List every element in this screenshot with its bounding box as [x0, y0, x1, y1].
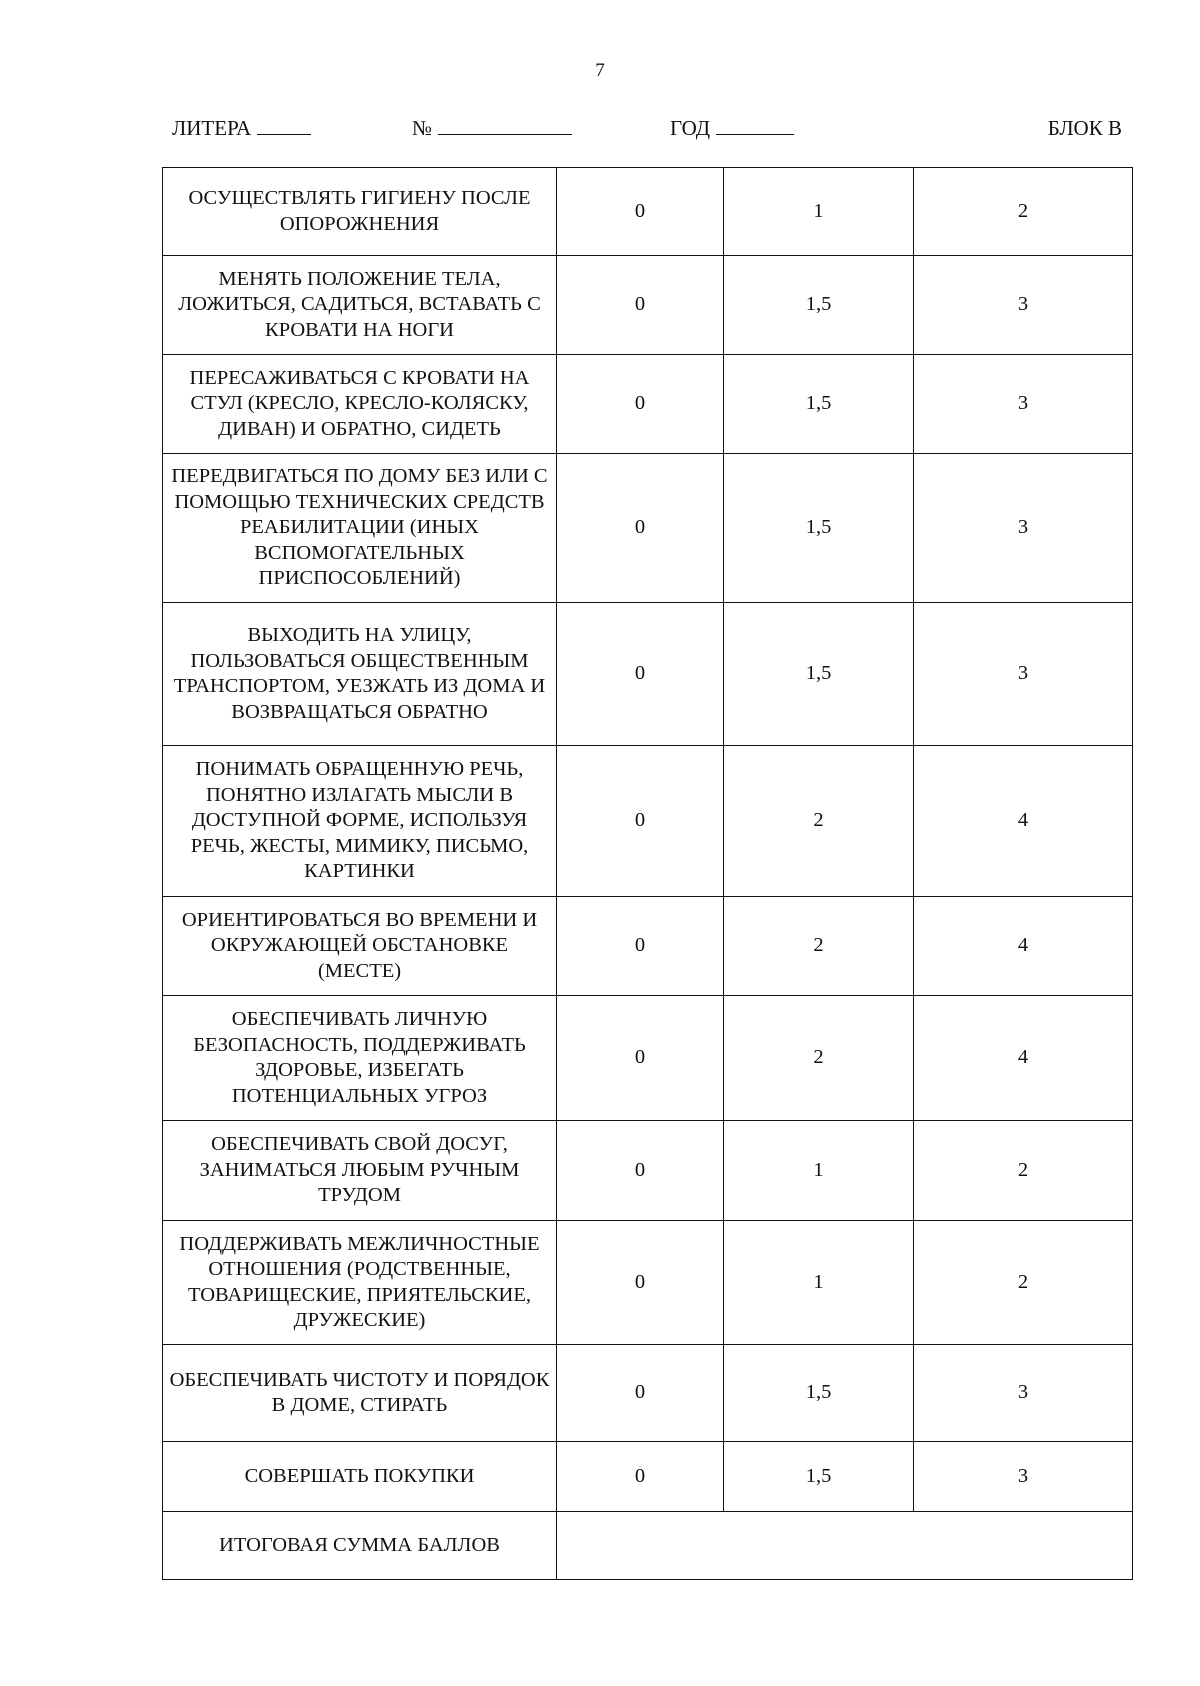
- litera-field: [172, 116, 311, 141]
- activity-cell: ПЕРЕДВИГАТЬСЯ ПО ДОМУ БЕЗ ИЛИ С ПОМОЩЬЮ ТЕХНИЧЕСКИХ СРЕДСТВ РЕАБИЛИТАЦИИ (ИНЫХ ВСПОМОГАТЕЛЬНЫХ ПРИСПОСОБЛЕНИЙ): [163, 454, 557, 603]
- number-blank[interactable]: [438, 116, 572, 135]
- page-number: 7: [595, 60, 605, 81]
- year-field: [670, 116, 794, 141]
- score-cell[interactable]: 1,5: [724, 1345, 914, 1442]
- score-cell[interactable]: 0: [557, 1442, 724, 1512]
- assessment-table: [162, 167, 1133, 1580]
- block-label: БЛОК В: [1047, 116, 1122, 140]
- score-cell[interactable]: 3: [914, 1345, 1133, 1442]
- table-row: [163, 603, 1133, 746]
- activity-cell: ПЕРЕСАЖИВАТЬСЯ С КРОВАТИ НА СТУЛ (КРЕСЛО, КРЕСЛО-КОЛЯСКУ, ДИВАН) И ОБРАТНО, СИДЕТЬ: [163, 355, 557, 454]
- score-cell[interactable]: 0: [557, 256, 724, 355]
- year-blank[interactable]: [716, 116, 794, 135]
- table-row: [163, 355, 1133, 454]
- total-row: [163, 1512, 1133, 1580]
- score-cell[interactable]: 1,5: [724, 256, 914, 355]
- score-cell[interactable]: 2: [724, 996, 914, 1121]
- year-label: ГОД: [670, 116, 711, 140]
- score-cell[interactable]: 4: [914, 897, 1133, 996]
- table-row: [163, 1221, 1133, 1345]
- score-cell[interactable]: 0: [557, 454, 724, 603]
- score-cell[interactable]: 0: [557, 168, 724, 256]
- score-cell[interactable]: 2: [724, 897, 914, 996]
- activity-cell: ОРИЕНТИРОВАТЬСЯ ВО ВРЕМЕНИ И ОКРУЖАЮЩЕЙ ОБСТАНОВКЕ (МЕСТЕ): [163, 897, 557, 996]
- score-cell[interactable]: 0: [557, 1345, 724, 1442]
- table-row: [163, 996, 1133, 1121]
- score-cell[interactable]: 1,5: [724, 603, 914, 746]
- table-row: [163, 746, 1133, 897]
- table-row: [163, 168, 1133, 256]
- activity-cell: ПОНИМАТЬ ОБРАЩЕННУЮ РЕЧЬ, ПОНЯТНО ИЗЛАГАТЬ МЫСЛИ В ДОСТУПНОЙ ФОРМЕ, ИСПОЛЬЗУЯ РЕЧЬ, ЖЕСТЫ, МИМИКУ, ПИСЬМО, КАРТИНКИ: [163, 746, 557, 897]
- activity-cell: СОВЕРШАТЬ ПОКУПКИ: [163, 1442, 557, 1512]
- activity-cell: ОБЕСПЕЧИВАТЬ ЧИСТОТУ И ПОРЯДОК В ДОМЕ, СТИРАТЬ: [163, 1345, 557, 1442]
- score-cell[interactable]: 3: [914, 1442, 1133, 1512]
- score-cell[interactable]: 2: [724, 746, 914, 897]
- score-cell[interactable]: 3: [914, 603, 1133, 746]
- table-row: [163, 897, 1133, 996]
- score-cell[interactable]: 1: [724, 1121, 914, 1221]
- score-cell[interactable]: 1,5: [724, 355, 914, 454]
- activity-cell: ОБЕСПЕЧИВАТЬ СВОЙ ДОСУГ, ЗАНИМАТЬСЯ ЛЮБЫМ РУЧНЫМ ТРУДОМ: [163, 1121, 557, 1221]
- score-cell[interactable]: 0: [557, 1221, 724, 1345]
- total-label: ИТОГОВАЯ СУММА БАЛЛОВ: [163, 1512, 557, 1580]
- score-cell[interactable]: 3: [914, 454, 1133, 603]
- table-row: [163, 454, 1133, 603]
- score-cell[interactable]: 0: [557, 1121, 724, 1221]
- score-cell[interactable]: 4: [914, 996, 1133, 1121]
- score-cell[interactable]: 1,5: [724, 454, 914, 603]
- score-cell[interactable]: 4: [914, 746, 1133, 897]
- assessment-table-body: [163, 168, 1133, 1580]
- table-row: [163, 1442, 1133, 1512]
- activity-cell: ОСУЩЕСТВЛЯТЬ ГИГИЕНУ ПОСЛЕ ОПОРОЖНЕНИЯ: [163, 168, 557, 256]
- litera-blank[interactable]: [257, 116, 311, 135]
- score-cell[interactable]: 0: [557, 355, 724, 454]
- activity-cell: МЕНЯТЬ ПОЛОЖЕНИЕ ТЕЛА, ЛОЖИТЬСЯ, САДИТЬСЯ, ВСТАВАТЬ С КРОВАТИ НА НОГИ: [163, 256, 557, 355]
- score-cell[interactable]: 3: [914, 355, 1133, 454]
- score-cell[interactable]: 1: [724, 1221, 914, 1345]
- score-cell[interactable]: 1,5: [724, 1442, 914, 1512]
- activity-cell: ПОДДЕРЖИВАТЬ МЕЖЛИЧНОСТНЫЕ ОТНОШЕНИЯ (РОДСТВЕННЫЕ, ТОВАРИЩЕСКИЕ, ПРИЯТЕЛЬСКИЕ, ДРУЖЕСКИЕ): [163, 1221, 557, 1345]
- score-cell[interactable]: 2: [914, 1121, 1133, 1221]
- total-value-cell[interactable]: [557, 1512, 1133, 1580]
- score-cell[interactable]: 0: [557, 996, 724, 1121]
- score-cell[interactable]: 2: [914, 168, 1133, 256]
- score-cell[interactable]: 0: [557, 897, 724, 996]
- activity-cell: ВЫХОДИТЬ НА УЛИЦУ, ПОЛЬЗОВАТЬСЯ ОБЩЕСТВЕННЫМ ТРАНСПОРТОМ, УЕЗЖАТЬ ИЗ ДОМА И ВОЗВРАЩАТЬСЯ ОБРАТНО: [163, 603, 557, 746]
- score-cell[interactable]: 0: [557, 603, 724, 746]
- activity-cell: ОБЕСПЕЧИВАТЬ ЛИЧНУЮ БЕЗОПАСНОСТЬ, ПОДДЕРЖИВАТЬ ЗДОРОВЬЕ, ИЗБЕГАТЬ ПОТЕНЦИАЛЬНЫХ УГРОЗ: [163, 996, 557, 1121]
- table-row: [163, 1345, 1133, 1442]
- table-row: [163, 1121, 1133, 1221]
- number-field: [412, 116, 572, 141]
- litera-label: ЛИТЕРА: [172, 116, 252, 140]
- assessment-table-wrap: [162, 167, 1132, 1580]
- score-cell[interactable]: 2: [914, 1221, 1133, 1345]
- score-cell[interactable]: 3: [914, 256, 1133, 355]
- number-label: №: [412, 116, 433, 140]
- score-cell[interactable]: 1: [724, 168, 914, 256]
- table-row: [163, 256, 1133, 355]
- score-cell[interactable]: 0: [557, 746, 724, 897]
